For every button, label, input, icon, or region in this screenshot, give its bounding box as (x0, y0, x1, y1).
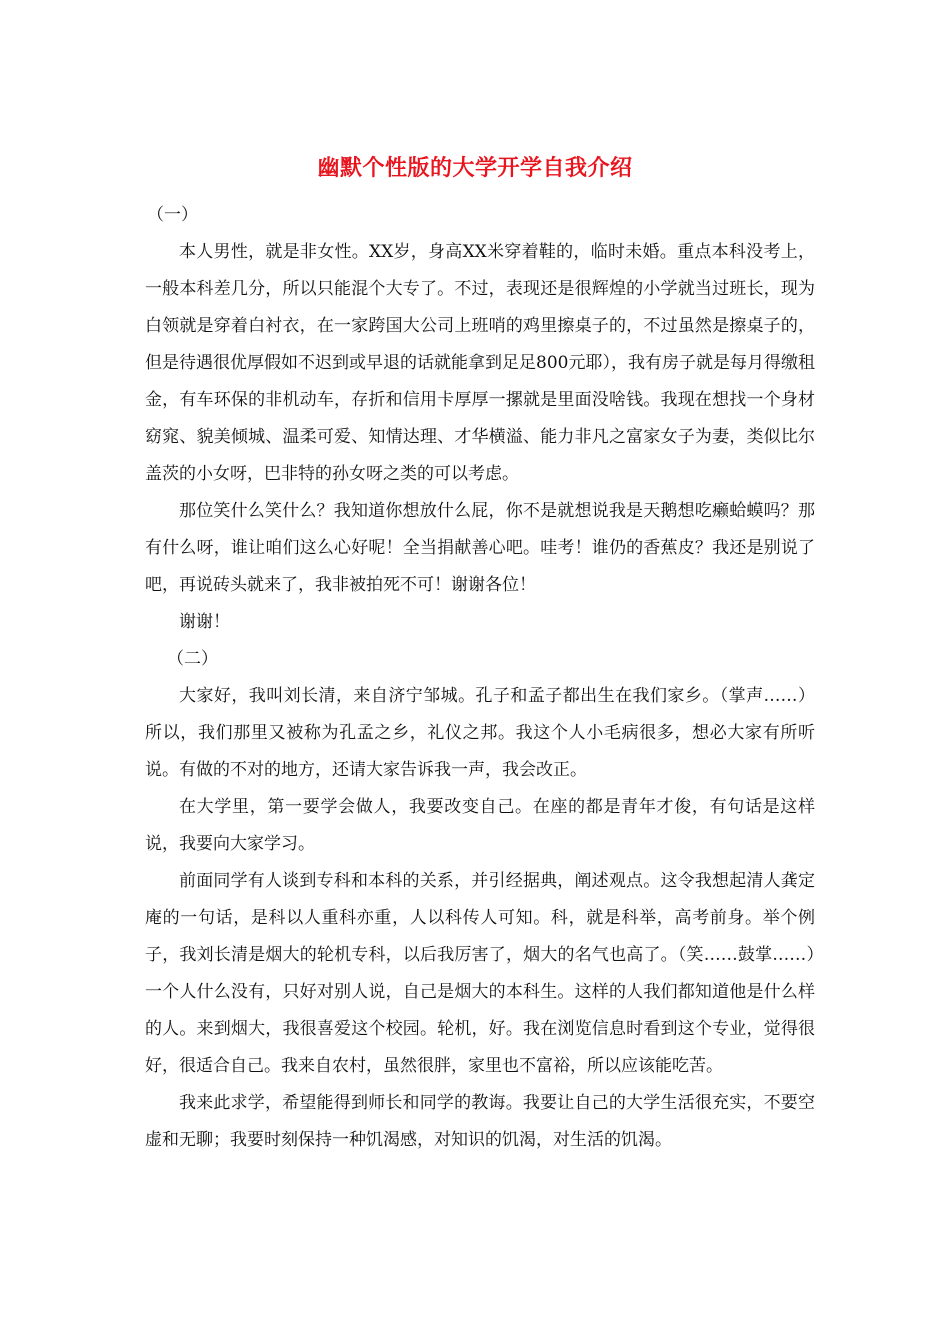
paragraph: 那位笑什么笑什么？我知道你想放什么屁，你不是就想说我是天鹅想吃癞蛤蟆吗？那有什么呀，谁让咱们这么心好呢！全当捐献善心吧。哇考！谁仍的香蕉皮？我还是别说了吧，再说砖头就来了，我非被拍死不可！谢谢各位！ (145, 501, 815, 595)
paragraph: 前面同学有人谈到专科和本科的关系，并引经据典，阐述观点。这令我想起清人龚定庵的一句话，是科以人重科亦重，人以科传人可知。科，就是科举，高考前身。举个例子，我刘长清是烟大的轮机专科，以后我厉害了，烟大的名气也高了。（笑……鼓掌……）一个人什么没有，只好对别人说，自己是烟大的本科生。这样的人我们都知道他是什么样的人。来到烟大，我很喜爱这个校园。轮机，好。我在浏览信息时看到这个专业，觉得很好，很适合自己。我来自农村，虽然很胖，家里也不富裕，所以应该能吃苦。 (145, 871, 815, 1076)
section-label-1: （一） (147, 205, 198, 225)
paragraph: 大家好，我叫刘长清，来自济宁邹城。孔子和孟子都出生在我们家乡。（掌声……）所以，我们那里又被称为孔孟之乡，礼仪之邦。我这个人小毛病很多，想必大家有所听说。有做的不对的地方，还请大家告诉我一声，我会改正。 (145, 686, 815, 780)
section-label-2: （二） (167, 649, 218, 669)
paragraph: 在大学里，第一要学会做人，我要改变自己。在座的都是青年才俊，有句话是这样说，我要向大家学习。 (145, 797, 815, 854)
paragraph: 本人男性，就是非女性。XX岁，身高XX米穿着鞋的，临时未婚。重点本科没考上，一般本科差几分，所以只能混个大专了。不过，表现还是很辉煌的小学就当过班长，现为白领就是穿着白衬衣，在一家跨国大公司上班哨的鸡里擦桌子的，不过虽然是擦桌子的，但是待遇很优厚假如不迟到或早退的话就能拿到足足800元耶），我有房子就是每月得缴租金，有车环保的非机动车，存折和信用卡厚厚一摞就是里面没啥钱。我现在想找一个身材窈窕、貌美倾城、温柔可爱、知情达理、才华横溢、能力非凡之富家女子为妻，类似比尔盖茨的小女呀，巴非特的孙女呀之类的可以考虑。 (145, 242, 815, 484)
paragraph: 谢谢！ (179, 612, 230, 632)
document-body (145, 197, 815, 1159)
paragraph: 我来此求学，希望能得到师长和同学的教诲。我要让自己的大学生活很充实，不要空虚和无聊；我要时刻保持一种饥渴感，对知识的饥渴，对生活的饥渴。 (145, 1093, 815, 1150)
document-title: 幽默个性版的大学开学自我介绍 (317, 155, 633, 181)
